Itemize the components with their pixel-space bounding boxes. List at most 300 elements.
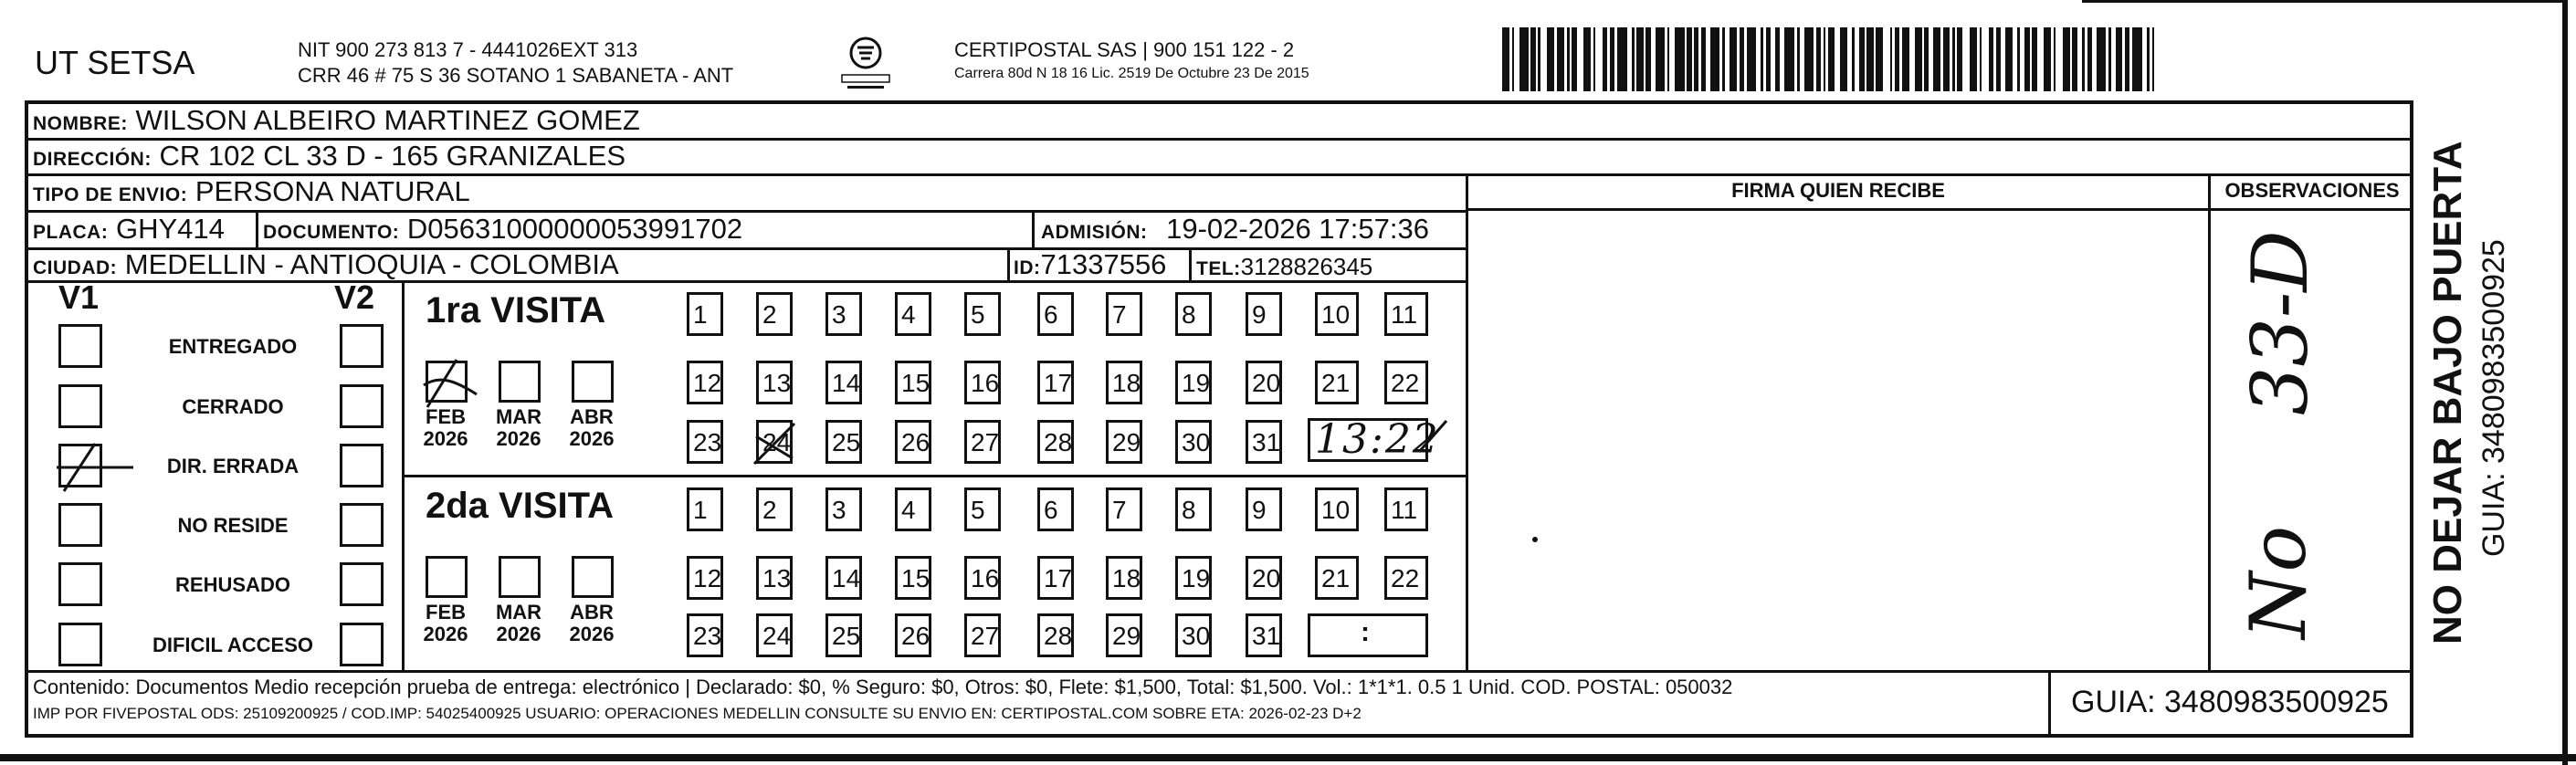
barcode-bar: [1790, 27, 1794, 91]
status-v1-checkbox[interactable]: [58, 384, 102, 428]
nombre-field: [33, 104, 640, 141]
documento-value: D05631000000053991702: [406, 213, 743, 245]
month-year: 2026: [496, 623, 541, 645]
day-number: 24: [762, 622, 792, 650]
barcode-bar: [1859, 27, 1862, 91]
month-name: ABR: [570, 405, 614, 428]
month-name: MAR: [495, 601, 542, 624]
day-box[interactable]: [756, 613, 793, 657]
nombre-label: NOMBRE:: [33, 113, 128, 134]
barcode-bar: [2101, 27, 2104, 91]
barcode-bar: [2027, 27, 2030, 91]
day-number: 12: [693, 564, 722, 592]
direccion-field: [33, 140, 626, 176]
day-number: 3: [832, 496, 846, 524]
day-number: 29: [1112, 622, 1141, 650]
status-v2-checkbox[interactable]: [340, 324, 384, 368]
day-box[interactable]: [1315, 556, 1359, 600]
certipostal-logo: [838, 35, 893, 93]
barcode-bar: [1784, 27, 1787, 91]
barcode-bar: [1862, 27, 1865, 91]
day-24-check-icon: [751, 418, 802, 472]
documento-label: DOCUMENTO:: [263, 222, 400, 243]
signature-dot: [1532, 537, 1538, 542]
barcode-bar: [1957, 27, 1960, 91]
day-box[interactable]: [687, 361, 723, 404]
day-box[interactable]: [687, 292, 723, 336]
day-box[interactable]: [1106, 292, 1142, 336]
placa-field: [33, 213, 225, 249]
barcode-bar: [1878, 27, 1881, 91]
day-box[interactable]: [756, 361, 793, 404]
barcode-bar: [1933, 27, 1936, 91]
month-checkbox[interactable]: [499, 361, 541, 403]
day-number: 1: [693, 300, 708, 329]
day-box[interactable]: [1175, 420, 1212, 464]
barcode-bar: [1521, 27, 1526, 91]
barcode-bar: [1775, 27, 1777, 91]
status-v1-checkbox[interactable]: [58, 503, 102, 547]
day-number: 6: [1044, 496, 1058, 524]
tel-value: 3128826345: [1240, 253, 1373, 280]
barcode-bar: [1660, 27, 1662, 91]
barcode-bar: [1593, 27, 1595, 91]
barcode-bar: [1989, 27, 1991, 91]
barcode-bar: [2005, 27, 2007, 91]
tel-field: [1196, 250, 1372, 286]
barcode-bar: [2032, 27, 2035, 91]
day-number: 8: [1182, 300, 1196, 329]
barcode-bar: [2132, 27, 2135, 91]
day-box[interactable]: [1246, 613, 1282, 657]
barcode-bar: [1560, 27, 1564, 91]
barcode-bar: [2065, 27, 2067, 91]
barcode-bar: [1917, 27, 1919, 91]
company-name: UT SETSA: [35, 44, 195, 81]
status-v1-checkbox[interactable]: [58, 623, 102, 666]
barcode-bar: [1852, 27, 1855, 91]
day-box[interactable]: [895, 420, 931, 464]
barcode-bar: [1902, 27, 1905, 91]
month-checkbox[interactable]: [426, 556, 468, 598]
barcode-bar: [1502, 27, 1507, 91]
day-number: 18: [1112, 369, 1141, 397]
barcode: [1502, 27, 2205, 91]
barcode-bar: [2089, 27, 2092, 91]
day-number: 25: [832, 428, 861, 456]
day-box[interactable]: [1175, 556, 1212, 600]
month-year: 2026: [423, 623, 468, 645]
month-checkbox[interactable]: [572, 361, 614, 403]
barcode-bar: [2075, 27, 2077, 91]
barcode-bar: [1797, 27, 1800, 91]
obs-handwritten-bottom: No: [2234, 525, 2323, 639]
id-value: 71337556: [1040, 248, 1167, 280]
day-box[interactable]: [964, 613, 1001, 657]
day-box[interactable]: [756, 487, 793, 531]
barcode-bar: [2046, 27, 2048, 91]
day-number: 23: [693, 622, 722, 650]
day-box[interactable]: [1175, 613, 1212, 657]
barcode-bar: [1530, 27, 1533, 91]
visit-1-title: 1ra VISITA: [426, 290, 606, 330]
barcode-bar: [1943, 27, 1948, 91]
barcode-bar: [2108, 27, 2111, 91]
feb-check-icon: [420, 354, 484, 417]
barcode-bar: [1624, 27, 1627, 91]
day-number: 13: [762, 369, 792, 397]
barcode-bar: [1567, 27, 1570, 91]
barcode-bar: [2048, 27, 2051, 91]
firma-header: FIRMA QUIEN RECIBE: [1731, 179, 1945, 202]
day-box[interactable]: [1106, 613, 1142, 657]
month-label: [564, 602, 619, 645]
side-guia: GUIA: 3480983500925: [2476, 239, 2511, 557]
status-label: DIR. ERRADA: [166, 455, 300, 477]
barcode-bar: [1824, 27, 1825, 91]
barcode-bar: [1641, 27, 1644, 91]
day-number: 20: [1252, 369, 1281, 397]
barcode-bar: [1557, 27, 1560, 91]
day-number: 26: [901, 428, 931, 456]
barcode-bar: [1816, 27, 1818, 91]
barcode-bar: [1777, 27, 1780, 91]
barcode-bar: [1689, 27, 1692, 91]
barcode-bar: [1919, 27, 1922, 91]
day-number: 24: [762, 428, 792, 456]
day-number: 23: [693, 428, 722, 456]
day-box[interactable]: [1315, 292, 1359, 336]
day-box[interactable]: [1037, 361, 1074, 404]
day-box[interactable]: [1384, 487, 1428, 531]
barcode-bar: [1787, 27, 1790, 91]
barcode-bar: [1547, 27, 1550, 91]
barcode-bar: [1648, 27, 1651, 91]
day-box[interactable]: [895, 556, 931, 600]
day-box[interactable]: [825, 556, 862, 600]
nit-line-2: CRR 46 # 75 S 36 SOTANO 1 SABANETA - ANT: [298, 64, 734, 87]
barcode-bar: [2104, 27, 2106, 91]
day-number: 10: [1321, 300, 1351, 329]
barcode-bar: [2116, 27, 2120, 91]
day-number: 3: [832, 300, 846, 329]
day-number: 8: [1182, 496, 1196, 524]
day-box[interactable]: [1037, 292, 1074, 336]
placa-value: GHY414: [115, 213, 225, 245]
visit-1-time: 13:22: [1315, 416, 1440, 463]
barcode-bar: [2125, 27, 2128, 91]
barcode-bar: [2152, 27, 2154, 91]
day-number: 14: [832, 369, 861, 397]
status-v1-checkbox[interactable]: [58, 324, 102, 368]
admision-label: ADMISIÓN:: [1041, 222, 1148, 243]
day-number: 16: [971, 564, 1000, 592]
visit-2-title: 2da VISITA: [426, 486, 614, 526]
day-box[interactable]: [825, 613, 862, 657]
day-number: 20: [1252, 564, 1281, 592]
day-box[interactable]: [756, 556, 793, 600]
barcode-bar: [1632, 27, 1635, 91]
barcode-bar: [1924, 27, 1929, 91]
month-name: FEB: [426, 601, 466, 624]
barcode-bar: [1818, 27, 1821, 91]
barcode-bar: [1703, 27, 1706, 91]
barcode-bar: [1939, 27, 1940, 91]
status-label: DIFICIL ACCESO: [152, 634, 313, 656]
v1-label: V1: [58, 278, 100, 316]
direccion-value: CR 102 CL 33 D - 165 GRANIZALES: [159, 140, 626, 172]
barcode-bar: [1722, 27, 1725, 91]
day-box[interactable]: [1037, 487, 1074, 531]
barcode-bar: [1533, 27, 1536, 91]
barcode-bar: [1701, 27, 1703, 91]
barcode-bar: [1667, 27, 1669, 91]
barcode-bar: [1766, 27, 1768, 91]
day-box[interactable]: [825, 361, 862, 404]
barcode-bar: [1840, 27, 1842, 91]
day-box[interactable]: [1246, 556, 1282, 600]
barcode-bar: [1747, 27, 1750, 91]
day-number: 12: [693, 369, 722, 397]
status-label: REHUSADO: [175, 573, 290, 596]
barcode-bar: [1612, 27, 1614, 91]
barcode-bar: [1718, 27, 1719, 91]
day-number: 4: [901, 496, 916, 524]
day-box[interactable]: [1106, 361, 1142, 404]
day-box[interactable]: [1315, 487, 1359, 531]
barcode-bar: [1742, 27, 1744, 91]
day-box[interactable]: [687, 487, 723, 531]
day-box[interactable]: [964, 292, 1001, 336]
barcode-bar: [1583, 27, 1586, 91]
ciudad-value: MEDELLIN - ANTIOQUIA - COLOMBIA: [124, 248, 619, 280]
day-number: 11: [1391, 496, 1418, 524]
day-box[interactable]: [1037, 420, 1074, 464]
day-number: 4: [901, 300, 916, 329]
day-box[interactable]: [1384, 361, 1428, 404]
barcode-bar: [1828, 27, 1833, 91]
month-name: FEB: [426, 405, 466, 428]
status-v2-checkbox[interactable]: [340, 384, 384, 428]
day-box[interactable]: [825, 292, 862, 336]
visit-1-time-stroke-icon: [1415, 415, 1452, 466]
month-year: 2026: [423, 427, 468, 450]
barcode-bar: [1656, 27, 1660, 91]
barcode-bar: [1948, 27, 1950, 91]
footer-guia: GUIA: 3480983500925: [2071, 685, 2389, 719]
barcode-bar: [1732, 27, 1737, 91]
bottom-border: [0, 754, 2576, 761]
barcode-bar: [1751, 27, 1756, 91]
day-box[interactable]: [895, 487, 931, 531]
day-box[interactable]: [895, 613, 931, 657]
certipostal-line-2: Carrera 80d N 18 16 Lic. 2519 De Octubre 23 De 2015: [954, 66, 1309, 81]
day-box[interactable]: [1246, 487, 1282, 531]
barcode-bar: [1970, 27, 1972, 91]
admision-value: 19-02-2026 17:57:36: [1166, 213, 1429, 245]
barcode-bar: [1730, 27, 1732, 91]
day-box[interactable]: [756, 292, 793, 336]
tel-label: TEL:: [1196, 258, 1241, 279]
barcode-bar: [1807, 27, 1809, 91]
direccion-label: DIRECCIÓN:: [33, 149, 152, 170]
barcode-bar: [1895, 27, 1898, 91]
month-label: [564, 406, 619, 450]
barcode-bar: [1996, 27, 1998, 91]
barcode-bar: [1645, 27, 1648, 91]
day-box[interactable]: [1037, 556, 1074, 600]
barcode-bar: [2044, 27, 2046, 91]
nombre-value: WILSON ALBEIRO MARTINEZ GOMEZ: [135, 104, 640, 136]
day-box[interactable]: [895, 292, 931, 336]
barcode-bar: [1694, 27, 1698, 91]
top-right-rule: [2082, 0, 2566, 3]
day-number: 5: [971, 496, 985, 524]
observaciones-header: OBSERVACIONES: [2224, 179, 2400, 202]
obs-handwritten-top: 33-D: [2235, 230, 2325, 415]
day-box[interactable]: [895, 361, 931, 404]
day-number: 31: [1252, 622, 1281, 650]
day-box[interactable]: [1175, 292, 1212, 336]
barcode-bar: [2067, 27, 2070, 91]
day-box[interactable]: [1384, 556, 1428, 600]
id-label: ID:: [1014, 257, 1041, 278]
day-box[interactable]: [687, 556, 723, 600]
barcode-bar: [2054, 27, 2056, 91]
day-number: 16: [971, 369, 1000, 397]
month-label: [491, 602, 546, 645]
day-number: 27: [971, 622, 1000, 650]
tipo-envio-field: [33, 175, 470, 212]
barcode-bar: [1866, 27, 1871, 91]
day-number: 30: [1182, 428, 1211, 456]
day-box[interactable]: [825, 487, 862, 531]
day-box[interactable]: [1106, 487, 1142, 531]
day-box[interactable]: [1175, 487, 1212, 531]
day-number: 27: [971, 428, 1000, 456]
day-number: 9: [1252, 496, 1267, 524]
day-number: 15: [901, 369, 931, 397]
day-number: 1: [693, 496, 708, 524]
ciudad-field: [33, 248, 619, 285]
barcode-bar: [1876, 27, 1878, 91]
day-number: 21: [1321, 369, 1351, 397]
barcode-bar: [2007, 27, 2010, 91]
footer-line-1: Contenido: Documentos Medio recepción prueba de entrega: electrónico | Declarado: $0, % Seguro: $0, Otros: $0, Flete: $1,500, Total: $1,500. Vol.: 1*1*1. 0.5 1 Unid. COD. POSTAL: 050032: [33, 676, 1733, 698]
v2-label: V2: [334, 278, 375, 316]
barcode-bar: [1687, 27, 1689, 91]
barcode-bar: [2035, 27, 2037, 91]
barcode-bar: [1662, 27, 1665, 91]
day-number: 21: [1321, 564, 1351, 592]
barcode-bar: [1617, 27, 1622, 91]
day-box[interactable]: [1106, 556, 1142, 600]
day-box[interactable]: [1246, 361, 1282, 404]
barcode-bar: [1980, 27, 1982, 91]
day-number: 22: [1391, 369, 1420, 397]
barcode-bar: [1915, 27, 1917, 91]
day-number: 6: [1044, 300, 1058, 329]
barcode-bar: [1512, 27, 1514, 91]
day-box[interactable]: [1106, 420, 1142, 464]
status-v2-checkbox[interactable]: [340, 503, 384, 547]
barcode-bar: [1898, 27, 1899, 91]
barcode-bar: [1881, 27, 1883, 91]
status-v1-checkbox[interactable]: [58, 562, 102, 606]
status-label: CERRADO: [182, 395, 284, 418]
barcode-bar: [1675, 27, 1679, 91]
barcode-bar: [1586, 27, 1588, 91]
barcode-bar: [1845, 27, 1847, 91]
side-no-dejar: NO DEJAR BAJO PUERTA: [2425, 141, 2470, 644]
day-number: 17: [1044, 564, 1073, 592]
day-box[interactable]: [964, 487, 1001, 531]
day-box[interactable]: [1246, 292, 1282, 336]
barcode-bar: [2082, 27, 2085, 91]
day-box[interactable]: [964, 556, 1001, 600]
barcode-bar: [2072, 27, 2075, 91]
barcode-bar: [1636, 27, 1641, 91]
barcode-bar: [1679, 27, 1682, 91]
id-field: [1014, 248, 1166, 285]
barcode-bar: [2024, 27, 2027, 91]
dir-errada-check-icon: [53, 436, 135, 499]
barcode-bar: [1998, 27, 2001, 91]
day-number: 18: [1112, 564, 1141, 592]
barcode-bar: [1572, 27, 1574, 91]
right-border: [2562, 0, 2568, 765]
month-checkbox[interactable]: [572, 556, 614, 598]
day-box[interactable]: [1246, 420, 1282, 464]
day-number: 31: [1252, 428, 1281, 456]
visit-2-time: :: [1361, 617, 1370, 647]
day-box[interactable]: [964, 420, 1001, 464]
status-v2-checkbox[interactable]: [340, 444, 384, 487]
status-v2-checkbox[interactable]: [340, 562, 384, 606]
barcode-bar: [1713, 27, 1718, 91]
nit-line-1: NIT 900 273 813 7 - 4441026EXT 313: [298, 38, 638, 61]
day-box[interactable]: [964, 361, 1001, 404]
day-number: 10: [1321, 496, 1351, 524]
day-box[interactable]: [687, 420, 723, 464]
day-number: 28: [1044, 622, 1073, 650]
placa-label: PLACA:: [33, 222, 109, 243]
status-v2-checkbox[interactable]: [340, 623, 384, 666]
day-box[interactable]: [687, 613, 723, 657]
day-box[interactable]: [1175, 361, 1212, 404]
month-checkbox[interactable]: [499, 556, 541, 598]
barcode-bar: [2135, 27, 2140, 91]
barcode-bar: [1622, 27, 1624, 91]
barcode-bar: [1552, 27, 1554, 91]
day-box[interactable]: [1037, 613, 1074, 657]
day-box[interactable]: [1384, 292, 1428, 336]
barcode-bar: [1905, 27, 1909, 91]
day-box[interactable]: [825, 420, 862, 464]
day-number: 29: [1112, 428, 1141, 456]
documento-field: [263, 213, 742, 249]
barcode-bar: [2017, 27, 2020, 91]
barcode-bar: [1507, 27, 1509, 91]
barcode-bar: [1682, 27, 1685, 91]
certipostal-logo-icon: [838, 35, 893, 93]
barcode-bar: [1960, 27, 1962, 91]
month-name: MAR: [495, 405, 542, 428]
month-year: 2026: [496, 427, 541, 450]
day-number: 14: [832, 564, 861, 592]
day-box[interactable]: [1315, 361, 1359, 404]
barcode-bar: [2063, 27, 2065, 91]
